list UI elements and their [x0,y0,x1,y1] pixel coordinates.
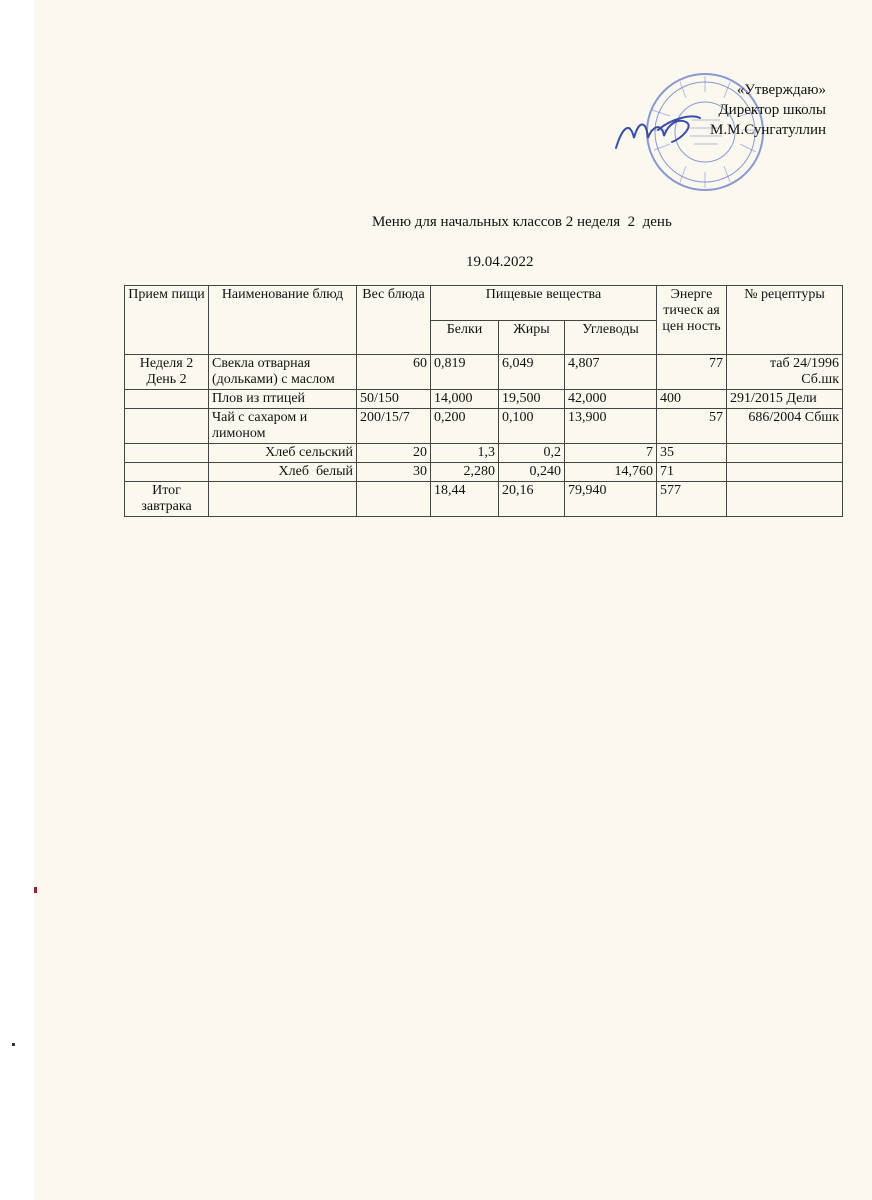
cell-recipe [727,482,843,517]
cell-energy: 577 [657,482,727,517]
approval-line: «Утверждаю» [736,82,826,98]
header-carbs: Углеводы [565,320,657,355]
cell-carbs: 13,900 [565,409,657,444]
table-header-row [125,286,843,321]
cell-dish [209,482,357,517]
cell-carbs: 7 [565,444,657,463]
cell-energy: 400 [657,390,727,409]
cell-weight [357,482,431,517]
cell-dish: Чай с сахаром и лимоном [209,409,357,444]
cell-meal: Неделя 2 День 2 [125,355,209,390]
cell-dish: Свекла отварная (дольками) с маслом [209,355,357,390]
menu-date: 19.04.2022 [466,254,534,270]
cell-weight: 20 [357,444,431,463]
cell-carbs: 42,000 [565,390,657,409]
cell-recipe [727,463,843,482]
table-row [125,463,843,482]
cell-dish: Плов из птицей [209,390,357,409]
cell-carbs: 14,760 [565,463,657,482]
cell-dish: Хлеб белый [209,463,357,482]
cell-recipe: 686/2004 Сбшк [727,409,843,444]
cell-carbs: 79,940 [565,482,657,517]
header-fat: Жиры [499,320,565,355]
menu-title: Меню для начальных классов 2 неделя 2 день [372,214,672,230]
header-recipe: № рецептуры [727,286,843,355]
director-signature [612,108,702,156]
cell-energy: 77 [657,355,727,390]
cell-fat: 20,16 [499,482,565,517]
cell-fat: 6,049 [499,355,565,390]
header-weight: Вес блюда [357,286,431,355]
cell-recipe: таб 24/1996 Сб.шк [727,355,843,390]
cell-energy: 57 [657,409,727,444]
table-row [125,444,843,463]
cell-fat: 0,100 [499,409,565,444]
cell-protein: 18,44 [431,482,499,517]
header-nutrients: Пищевые вещества [431,286,657,321]
cell-fat: 19,500 [499,390,565,409]
cell-carbs: 4,807 [565,355,657,390]
approval-block [710,80,826,140]
scan-speck [12,1043,15,1046]
cell-protein: 1,3 [431,444,499,463]
cell-meal: Итог завтрака [125,482,209,517]
table-row [125,355,843,390]
table-total-row [125,482,843,517]
cell-meal [125,444,209,463]
header-dish: Наименование блюд [209,286,357,355]
cell-weight: 30 [357,463,431,482]
cell-meal [125,463,209,482]
cell-weight: 60 [357,355,431,390]
cell-meal [125,409,209,444]
cell-protein: 2,280 [431,463,499,482]
cell-weight: 50/150 [357,390,431,409]
cell-protein: 14,000 [431,390,499,409]
table-row [125,390,843,409]
cell-protein: 0,819 [431,355,499,390]
scan-speck [34,887,37,893]
cell-weight: 200/15/7 [357,409,431,444]
cell-recipe [727,444,843,463]
cell-fat: 0,240 [499,463,565,482]
menu-table [124,285,843,517]
cell-fat: 0,2 [499,444,565,463]
cell-energy: 35 [657,444,727,463]
approval-position: Директор школы [718,102,826,118]
approval-name: М.М.Сунгатуллин [710,122,826,138]
cell-recipe: 291/2015 Дели [727,390,843,409]
cell-protein: 0,200 [431,409,499,444]
cell-meal [125,390,209,409]
header-energy: Энерге тическ ая цен ность [657,286,727,355]
cell-dish: Хлеб сельский [209,444,357,463]
header-protein: Белки [431,320,499,355]
table-row [125,409,843,444]
header-meal: Прием пищи [125,286,209,355]
cell-energy: 71 [657,463,727,482]
